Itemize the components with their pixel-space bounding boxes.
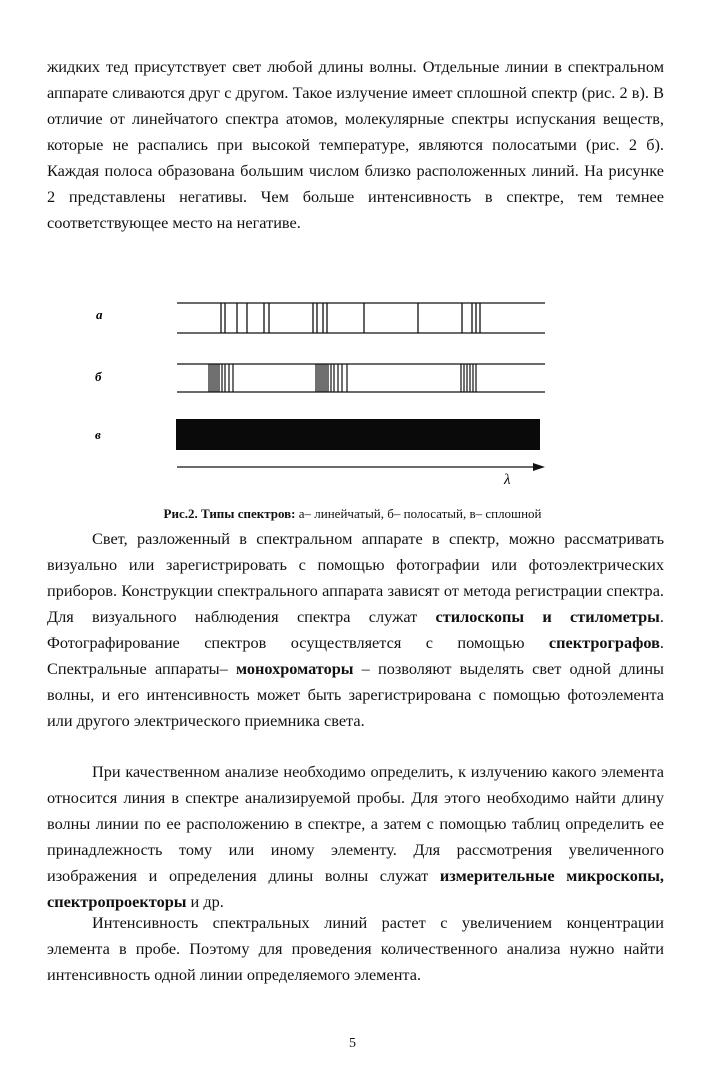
caption-text: а– линейчатый, б– полосатый, в– сплошной — [295, 506, 542, 521]
term-monochromators: монохроматоры — [235, 659, 354, 678]
paragraph-quantitative-analysis: Интенсивность спектральных линий растет с увеличением концентрации элемента в пробе. Поэтому для проведения количественного анализа нужно найти интенсивность одной линии определяемого элемента. — [47, 913, 664, 984]
continuous-spectrum — [176, 419, 540, 450]
label-b: б — [95, 369, 102, 384]
spectra-figure — [0, 285, 705, 495]
paragraph-continuous-spectrum: жидких тед присутствует свет любой длины волны. Отдельные линии в спектральном аппарате сливаются друг с другом. Такое излучение имеет сплошной спектр (рис. 2 в). В отличие от линейчатого спектра атомов, молекулярные спектры испускания веществ, которые не распались при высокой температуре, являются полосатыми (рис. 2 б). Каждая полоса образована большим числом близко расположенных линий. На рисунке 2 представлены негативы. Чем больше интенсивность в спектре, тем темнее соответствующее место на негативе. — [47, 57, 664, 232]
figure-caption — [0, 506, 705, 522]
band-spectrum — [177, 364, 545, 392]
lambda-label: λ — [504, 472, 511, 488]
term-measuring-microscopes: измерительные микроскопы, спектропроекторы — [47, 866, 664, 911]
wavelength-axis — [177, 463, 545, 471]
term-styloscopes: стилоскопы и стилометры — [435, 607, 660, 626]
label-a: а — [96, 307, 103, 322]
caption-title: Рис.2. Типы спектров: — [163, 506, 296, 521]
paragraph-qualitative-analysis: При качественном анализе необходимо определить, к излучению какого элемента относится линия в спектре анализируемой пробы. Для этого необходимо найти длину волны линии по ее расположению в спектре, а затем с помощью таблиц определить ее принадлежность тому или иному элементу. Для рассмотрения увеличенного изображения и определения длины волны служат измерительные микроскопы, спектропроекторы и др. — [47, 762, 664, 911]
line-spectrum — [177, 303, 545, 333]
paragraph-spectral-instruments: Свет, разложенный в спектральном аппарате в спектр, можно рассматривать визуально или зарегистрировать с помощью фотографии или фотоэлектрических приборов. Конструкции спектрального аппарата зависят от метода регистрации спектра. Для визуального наблюдения спектра служат стилоскопы и стилометры. Фотографирование спектров осуществляется с помощью спектрографов. Спектральные аппараты– монохроматоры – позволяют выделять свет одной длины волны, и его интенсивность может быть зарегистрирована с помощью фотоэлемента или другого электрического приемника света. — [47, 529, 664, 730]
term-spectrographs: спектрографов — [548, 633, 660, 652]
page-number: 5 — [349, 1036, 356, 1051]
label-v: в — [95, 427, 101, 442]
spectra-diagram — [0, 285, 705, 495]
